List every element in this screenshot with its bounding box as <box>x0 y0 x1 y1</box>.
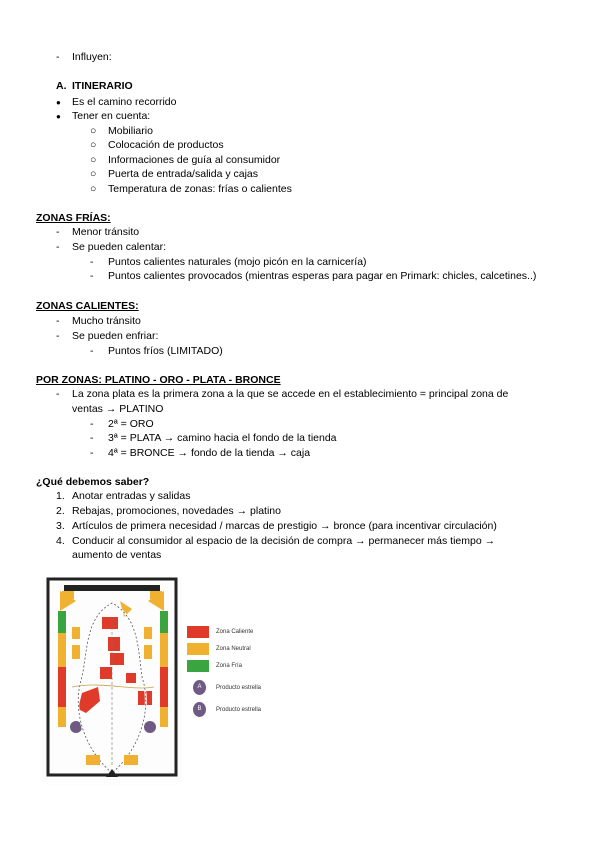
sub-item <box>90 270 537 283</box>
sub-item-text: Puntos fríos (LIMITADO) <box>108 345 223 357</box>
list-item-text: Mucho tránsito <box>72 315 141 327</box>
zonas-calientes-heading: ZONAS CALIENTES: <box>36 300 139 312</box>
dash-marker: - <box>90 256 94 268</box>
legend-label-star-b: Producto estrella <box>216 707 262 713</box>
circle-marker: ○ <box>90 154 97 166</box>
bullet-marker: ● <box>56 112 61 121</box>
sub-item-text: 4ª = BRONCE → fondo de la tienda → caja <box>108 447 311 459</box>
bullet-marker: ● <box>56 98 61 107</box>
heading-prefix: A. <box>56 80 67 92</box>
sub-item-text: 2ª = ORO <box>108 418 154 430</box>
list-item <box>56 241 166 254</box>
list-item-text: La zona plata es la primera zona a la que se accede en el establecimiento = principal zona de <box>72 388 509 400</box>
numbered-item <box>56 535 496 548</box>
list-item <box>56 330 159 343</box>
list-item <box>56 315 141 328</box>
store-floor-plan <box>42 577 182 785</box>
circle-marker: ○ <box>90 183 97 195</box>
dash-marker: - <box>56 330 60 342</box>
sub-item-text: Puerta de entrada/salida y cajas <box>108 168 259 180</box>
list-item-continuation: ventas → PLATINO <box>72 403 164 415</box>
list-item-text: Es el camino recorrido <box>72 96 177 108</box>
zonas-frias-heading: ZONAS FRÍAS: <box>36 212 111 224</box>
star-product-a-icon: A <box>193 680 206 695</box>
dash-marker: - <box>56 388 60 400</box>
sub-item <box>90 168 259 181</box>
dash-marker: - <box>90 270 94 282</box>
sub-item <box>90 256 367 269</box>
list-item-text: Se pueden calentar: <box>72 241 166 253</box>
circle-marker: ○ <box>90 168 97 180</box>
sub-item <box>90 447 311 460</box>
numbered-item-continuation: aumento de ventas <box>72 549 162 561</box>
sub-item-text: Puntos calientes provocados (mientras esperas para pagar en Primark: chicles, calcetines..) <box>108 270 537 282</box>
list-item <box>56 388 509 401</box>
numbered-item <box>56 520 497 533</box>
dash-marker: - <box>56 241 60 253</box>
legend-swatch-hot <box>187 626 209 638</box>
dash-marker: - <box>56 315 60 327</box>
sub-item <box>90 345 223 358</box>
numbered-item <box>56 490 191 503</box>
legend-swatch-neutral <box>187 643 209 655</box>
legend-label-hot: Zona Caliente <box>216 629 254 635</box>
circle-marker: ○ <box>90 125 97 137</box>
item-number: 3. <box>56 520 65 532</box>
dash-marker: - <box>56 51 60 63</box>
item-number: 2. <box>56 505 65 517</box>
sub-item-text: Temperatura de zonas: frías o calientes <box>108 183 292 195</box>
list-item-text: Tener en cuenta: <box>72 110 151 122</box>
legend-swatch-cold <box>187 660 209 672</box>
legend-label-cold: Zona Fría <box>216 663 243 669</box>
dash-marker: - <box>90 447 94 459</box>
dash-marker: - <box>90 432 94 444</box>
sub-item <box>90 125 153 138</box>
dash-marker: - <box>56 226 60 238</box>
list-item-text: Menor tránsito <box>72 226 140 238</box>
numbered-item <box>56 505 281 518</box>
list-item-text: Se pueden enfriar: <box>72 330 159 342</box>
item-text: Artículos de primera necesidad / marcas de prestigio → bronce (para incentivar circulación) <box>72 520 497 532</box>
sub-item-text: Puntos calientes naturales (mojo picón en la carnicería) <box>108 256 367 268</box>
item-text: Rebajas, promociones, novedades → platino <box>72 505 281 517</box>
que-saber-heading: ¿Qué debemos saber? <box>36 476 150 488</box>
sub-item-text: Colocación de productos <box>108 139 224 151</box>
dash-marker: - <box>90 418 94 430</box>
intro-text: Influyen: <box>72 51 112 63</box>
legend-label-star-a: Producto estrella <box>216 685 262 691</box>
intro-line <box>56 51 112 64</box>
item-text: Anotar entradas y salidas <box>72 490 191 502</box>
circle-marker: ○ <box>90 139 97 151</box>
sub-item <box>90 183 292 196</box>
sub-item <box>90 432 337 445</box>
sub-item-text: Informaciones de guía al consumidor <box>108 154 281 166</box>
legend-label-neutral: Zona Neutral <box>216 646 251 652</box>
sub-item-text: Mobiliario <box>108 125 153 137</box>
dash-marker: - <box>90 345 94 357</box>
list-item <box>56 96 177 109</box>
sub-item-text: 3ª = PLATA → camino hacia el fondo de la tienda <box>108 432 337 444</box>
item-number: 4. <box>56 535 65 547</box>
sub-item <box>90 139 224 152</box>
star-product-b-icon: B <box>193 702 206 717</box>
por-zonas-heading: POR ZONAS: PLATINO - ORO - PLATA - BRONCE <box>36 374 281 386</box>
itinerario-heading <box>56 80 133 93</box>
heading-text: ITINERARIO <box>72 80 133 92</box>
sub-item <box>90 418 154 431</box>
item-text: Conducir al consumidor al espacio de la decisión de compra → permanecer más tiempo → <box>72 535 496 547</box>
item-number: 1. <box>56 490 65 502</box>
sub-item <box>90 154 281 167</box>
list-item <box>56 110 151 123</box>
list-item <box>56 226 140 239</box>
